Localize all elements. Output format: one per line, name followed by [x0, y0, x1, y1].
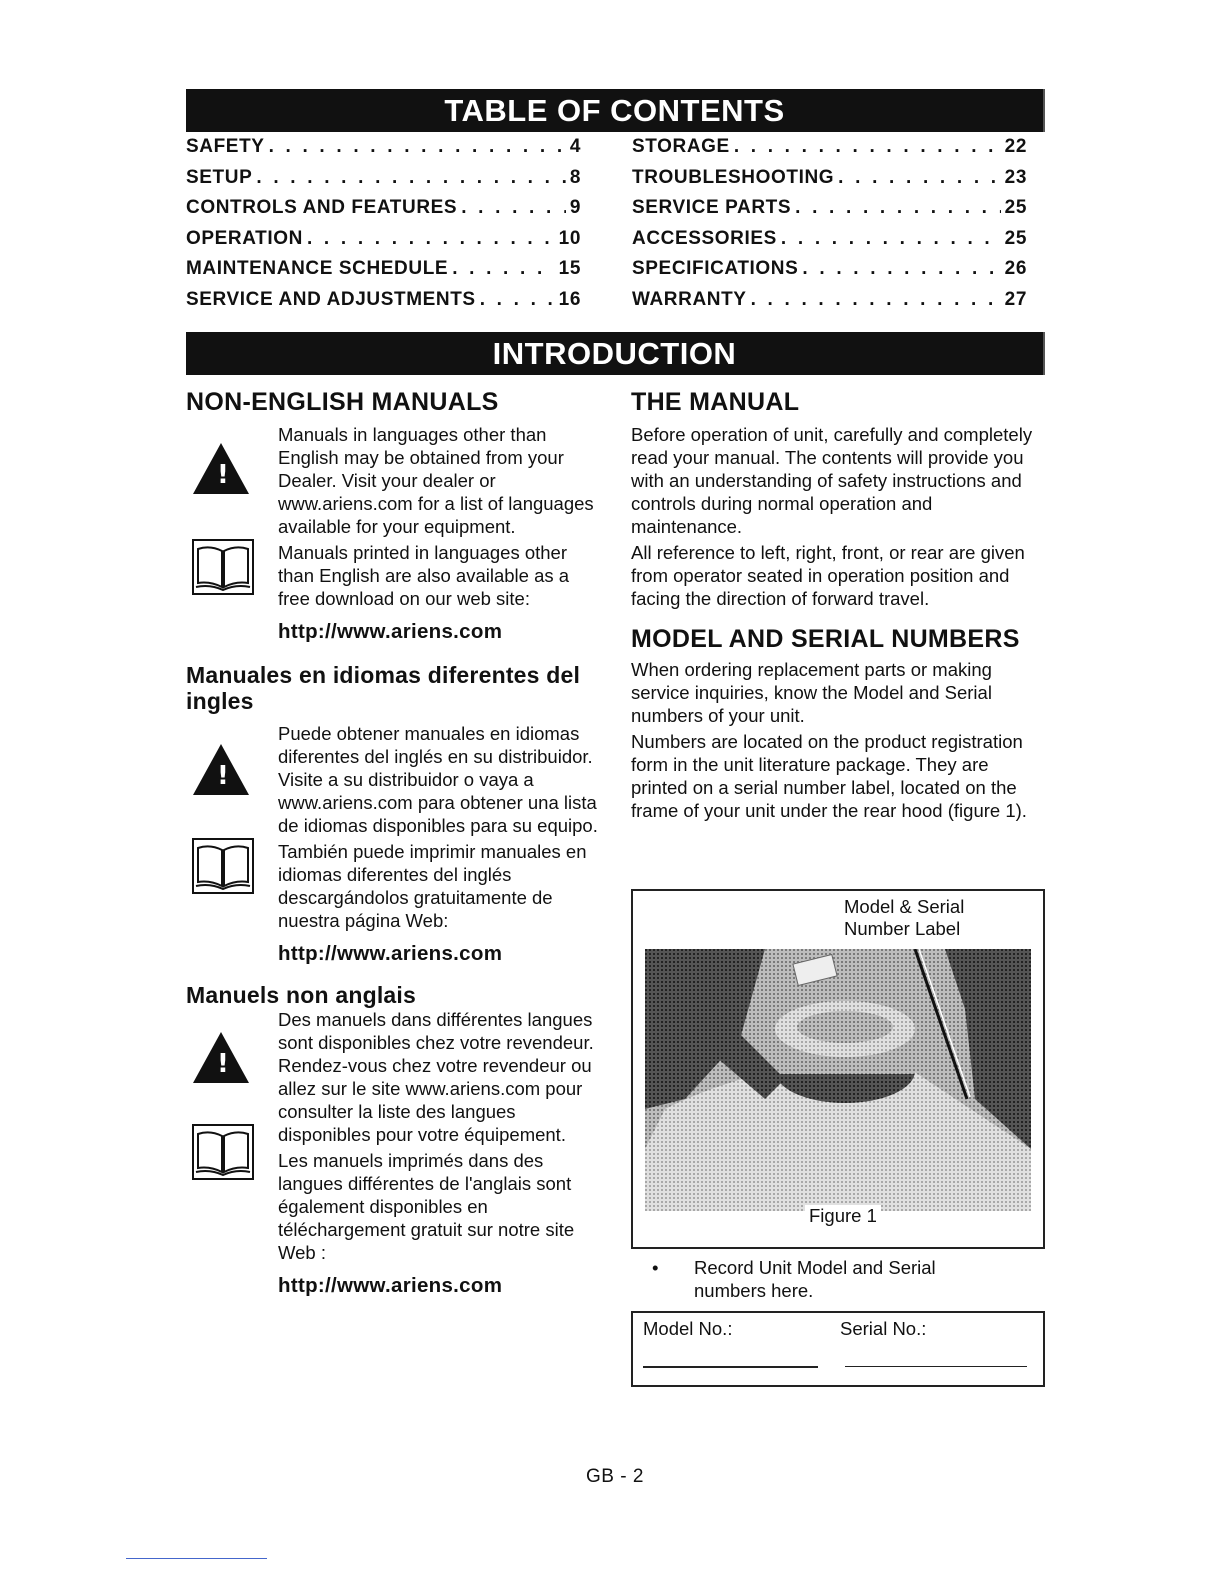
model-serial-heading: MODEL AND SERIAL NUMBERS [631, 625, 1020, 653]
french-heading: Manuels non anglais [186, 982, 417, 1008]
toc-leader [265, 136, 566, 158]
toc-entry-title: OPERATION [186, 227, 303, 249]
open-book-icon [192, 838, 254, 894]
toc-entry[interactable] [186, 197, 581, 228]
toc-entry-page: 26 [1004, 258, 1027, 280]
toc-entry-title: SPECIFICATIONS [632, 258, 799, 280]
toc-entry-page: 23 [1004, 166, 1027, 188]
toc-entry-title: CONTROLS AND FEATURES [186, 197, 458, 219]
toc-entry-page: 15 [558, 258, 581, 280]
toc-right-column [632, 136, 1027, 320]
toc-leader [303, 228, 555, 250]
toc-banner: TABLE OF CONTENTS [186, 89, 1045, 132]
toc-entry-page: 22 [1004, 136, 1027, 157]
toc-entry[interactable] [632, 167, 1027, 198]
toc-leader [777, 228, 1001, 250]
toc-entry[interactable] [186, 136, 581, 167]
manual-para-2: All reference to left, right, front, or rear are given from operator seated in operation position and facing the direction of forward travel. [631, 542, 1025, 609]
spanish-section [186, 722, 606, 932]
warning-triangle-icon [193, 443, 249, 494]
manual-para-1: Before operation of unit, carefully and completely read your manual. The contents will provide you with an understanding of safety instructions and controls during normal operation and maintenance. [631, 424, 1033, 537]
footnote-rule [126, 1558, 267, 1559]
toc-left-column [186, 136, 581, 320]
toc-leader [791, 197, 1001, 219]
icon-column [186, 722, 278, 932]
serial-number-label: Serial No.: [840, 1318, 927, 1339]
toc-leader [252, 167, 565, 189]
left-column [186, 387, 606, 1298]
toc-entry-page: 9 [569, 197, 581, 219]
toc-entry-title: SAFETY [186, 136, 265, 157]
serial-number-field[interactable] [845, 1366, 1027, 1367]
french-section [186, 1008, 606, 1264]
toc-entry-page: 8 [569, 166, 581, 188]
non-english-heading: NON-ENGLISH MANUALS [186, 388, 499, 416]
toc-entry[interactable] [186, 167, 581, 198]
french-para-1: Des manuels dans différentes langues sont disponibles chez votre revendeur. Rendez-vous chez votre revendeur ou allez sur le site www.ariens.com pour consulter la liste des langues disponibles pour votre équipement. [278, 1009, 594, 1145]
toc-leader [448, 258, 554, 280]
open-book-icon [192, 1124, 254, 1180]
bullet: • [652, 1257, 659, 1278]
open-book-icon [192, 539, 254, 595]
spanish-para-1: Puede obtener manuales en idiomas diferentes del inglés en su distribuidor. Visite a su distribuidor o vaya a www.ariens.com para obtener una lista de idiomas disponibles para su equipo. [278, 723, 598, 836]
toc-leader [476, 289, 555, 311]
model-number-field[interactable] [643, 1366, 818, 1368]
model-serial-record-box [631, 1311, 1045, 1387]
the-manual-heading: THE MANUAL [631, 388, 800, 416]
icon-column [186, 423, 278, 610]
record-instruction-text: Record Unit Model and Serial numbers here. [694, 1257, 936, 1301]
toc-entry[interactable] [632, 197, 1027, 228]
toc-entry-title: SERVICE PARTS [632, 197, 792, 219]
toc-leader [798, 258, 1000, 280]
callout-line-2: Number Label [844, 918, 961, 939]
toc-leader [747, 289, 1001, 311]
callout-line-1: Model & Serial [844, 896, 965, 917]
toc-entry-page: 16 [558, 288, 581, 310]
toc-entry[interactable] [632, 136, 1027, 167]
spanish-para-2: También puede imprimir manuales en idiomas diferentes del inglés descargándolos gratuitamente de nuestra página Web: [278, 841, 587, 931]
toc-entry[interactable] [186, 228, 581, 259]
non-english-section [186, 423, 606, 610]
toc-entry-title: STORAGE [632, 136, 730, 157]
toc-entry-page: 27 [1004, 288, 1027, 310]
toc-leader [457, 197, 566, 219]
toc-entry-page: 25 [1004, 227, 1027, 249]
icon-column [186, 1008, 278, 1264]
french-para-2: Les manuels imprimés dans des langues différentes de l'anglais sont également disponibles en téléchargement gratuit sur notre site Web : [278, 1150, 575, 1263]
toc-entry[interactable] [186, 258, 581, 289]
toc-entry-title: MAINTENANCE SCHEDULE [186, 258, 449, 280]
model-serial-para-2: Numbers are located on the product registration form in the unit literature package. They are printed on a serial number label, located on the frame of your unit under the rear hood (figure 1). [631, 731, 1027, 821]
french-url[interactable]: http://www.ariens.com [278, 1274, 503, 1297]
warning-triangle-icon [193, 744, 249, 795]
non-english-text [278, 423, 606, 610]
non-english-url[interactable]: http://www.ariens.com [278, 620, 503, 643]
toc-entry-page: 10 [558, 227, 581, 249]
model-serial-para-1: When ordering replacement parts or making service inquiries, know the Model and Serial numbers of your unit. [631, 659, 992, 726]
mower-deck-photo [645, 949, 1031, 1211]
toc-entry[interactable] [632, 228, 1027, 259]
spanish-url[interactable]: http://www.ariens.com [278, 942, 503, 965]
toc-entry-title: SETUP [186, 166, 253, 188]
non-english-para-2: Manuals printed in languages other than English are also available as a free download on our web site: [278, 542, 570, 609]
non-english-para-1: Manuals in languages other than English may be obtained from your Dealer. Visit your dealer or www.ariens.com for a list of languages available for your equipment. [278, 424, 594, 537]
toc-entry-page: 4 [569, 136, 581, 157]
introduction-banner: INTRODUCTION [186, 332, 1045, 375]
page-number: GB - 2 [586, 1466, 644, 1487]
right-column [631, 387, 1041, 822]
toc-entry-title: ACCESSORIES [632, 227, 777, 249]
record-instruction [652, 1256, 994, 1302]
toc-entry-title: TROUBLESHOOTING [632, 166, 835, 188]
warning-triangle-icon [193, 1032, 249, 1083]
toc-entry[interactable] [632, 289, 1027, 320]
toc-leader [834, 167, 1000, 189]
spanish-text [278, 722, 606, 932]
toc-entry-page: 25 [1004, 197, 1027, 219]
toc-leader [730, 136, 1001, 158]
figure-caption: Figure 1 [805, 1205, 881, 1227]
model-serial-label-callout [844, 896, 964, 940]
french-text [278, 1008, 606, 1264]
toc-entry-title: SERVICE AND ADJUSTMENTS [186, 288, 476, 310]
toc-entry[interactable] [186, 289, 581, 320]
toc-entry[interactable] [632, 258, 1027, 289]
toc-entry-title: WARRANTY [632, 288, 747, 310]
spanish-heading: Manuales en idiomas diferentes del ingles [186, 662, 581, 714]
model-number-label: Model No.: [643, 1318, 733, 1339]
figure-1-box [631, 889, 1045, 1249]
